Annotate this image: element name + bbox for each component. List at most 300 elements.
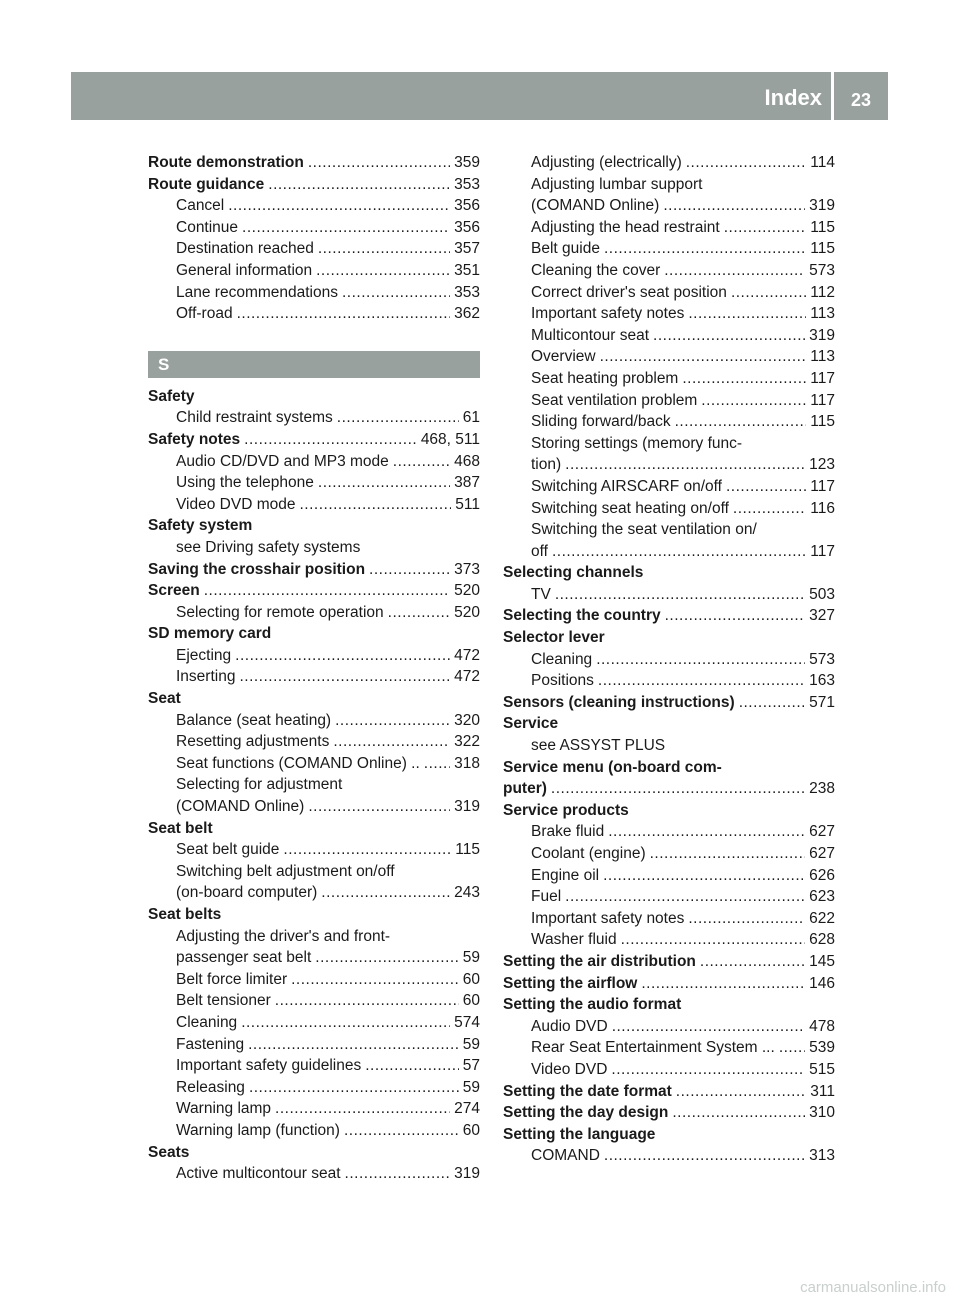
dot-leader: [551, 778, 805, 800]
index-entry: [148, 645, 480, 667]
index-entry: [503, 951, 835, 973]
index-entry: [503, 346, 835, 368]
index-entry-label: Setting the date format: [503, 1082, 672, 1100]
dot-leader: [228, 195, 450, 217]
index-entry-page: 356: [454, 197, 480, 215]
index-entry: [148, 195, 480, 217]
index-entry-label: Warning lamp (function): [176, 1121, 340, 1139]
dot-leader: [724, 217, 807, 239]
index-entry-page: 327: [809, 607, 835, 625]
dot-leader: [650, 843, 806, 865]
index-entry-label: Safety system: [148, 517, 253, 535]
index-entry: [148, 238, 480, 260]
dot-leader: [598, 670, 805, 692]
index-entry: [148, 1012, 480, 1034]
index-entry-page: 163: [809, 672, 835, 690]
index-entry-page: 146: [809, 974, 835, 992]
index-group-s: [148, 386, 480, 1185]
index-entry-label: Setting the air distribution: [503, 952, 696, 970]
index-entry: [148, 1098, 480, 1120]
dot-leader: [315, 947, 458, 969]
index-entry: [148, 796, 480, 818]
index-entry: [148, 753, 480, 775]
index-entry-label: Switching the seat ventilation on/: [531, 521, 757, 539]
index-entry-label: Switching seat heating on/off: [531, 499, 729, 517]
dot-leader: [779, 1037, 805, 1059]
index-entry-label: puter): [503, 780, 547, 798]
index-entry: [503, 454, 835, 476]
index-entry-page: 123: [809, 456, 835, 474]
index-entry-label: Selecting the country: [503, 607, 661, 625]
index-entry-label: Service products: [503, 801, 629, 819]
dot-leader: [239, 666, 450, 688]
dot-leader: [641, 973, 805, 995]
dot-leader: [242, 217, 450, 239]
index-entry: [503, 843, 835, 865]
index-entry-label: Cleaning: [531, 650, 593, 668]
index-entry-page: 115: [455, 841, 480, 859]
index-entry-page: 117: [810, 391, 835, 409]
dot-leader: [237, 303, 451, 325]
index-entry-page: 627: [809, 823, 835, 841]
index-entry: [148, 731, 480, 753]
dot-leader: [388, 602, 450, 624]
index-entry: [148, 407, 480, 429]
index-entry-label: Active multicontour seat: [176, 1165, 341, 1183]
dot-leader: [611, 1059, 805, 1081]
dot-leader: [682, 368, 806, 390]
index-entry-page: 116: [810, 499, 835, 517]
dot-leader: [318, 472, 450, 494]
section-letter-s: S: [148, 351, 480, 378]
page-title: Index: [764, 85, 822, 110]
index-entry-page: 373: [454, 560, 480, 578]
page-number: 23: [850, 90, 872, 110]
index-entry: [503, 282, 835, 304]
index-entry-label: Safety notes: [148, 430, 241, 448]
index-entry-page: 319: [454, 1165, 480, 1183]
index-entry: [503, 238, 835, 260]
index-entry-page: 59: [462, 949, 480, 967]
index-entry-label: off: [531, 542, 548, 560]
index-entry-page: 468, 511: [420, 430, 480, 448]
index-entry-label: Engine oil: [531, 866, 600, 884]
dot-leader: [672, 1102, 805, 1124]
dot-leader: [337, 407, 459, 429]
index-entry-label: Audio CD/DVD and MP3 mode: [176, 452, 389, 470]
index-entry: [148, 904, 480, 926]
index-entry-label: Setting the day design: [503, 1104, 669, 1122]
index-entry-label: (COMAND Online): [176, 798, 305, 816]
index-entry-page: 117: [810, 477, 835, 495]
index-entry-label: Selecting for remote operation: [176, 603, 384, 621]
index-entry-label: Important safety notes: [531, 305, 685, 323]
index-entry-page: 319: [809, 197, 835, 215]
index-entry: [148, 580, 480, 602]
dot-leader: [241, 1012, 450, 1034]
dot-leader: [653, 325, 805, 347]
index-entry: [148, 152, 480, 174]
index-entry: [503, 519, 835, 541]
index-entry: [503, 541, 835, 563]
index-entry-label: Seat belt: [148, 819, 213, 837]
index-entry-page: 112: [810, 283, 835, 301]
index-entry: [148, 1055, 480, 1077]
index-entry: [503, 757, 835, 779]
index-entry-label: Seat: [148, 690, 181, 708]
index-entry-label: Continue: [176, 218, 239, 236]
index-entry: [503, 778, 835, 800]
index-entry: [503, 692, 835, 714]
dot-leader: [701, 390, 806, 412]
index-entry-label: Fuel: [531, 888, 562, 906]
index-entry-page: 113: [810, 305, 835, 323]
index-entry: [503, 1102, 835, 1124]
index-entry: [503, 886, 835, 908]
index-entry-page: 145: [809, 952, 835, 970]
index-entry-label: Off-road: [176, 305, 233, 323]
index-entry-label: Fastening: [176, 1035, 245, 1053]
index-entry-page: 573: [809, 650, 835, 668]
index-entry-label: see ASSYST PLUS: [531, 737, 666, 755]
index-entry: [503, 929, 835, 951]
index-entry: [503, 260, 835, 282]
index-entry-page: 468: [454, 452, 480, 470]
dot-leader: [321, 882, 450, 904]
index-entry-label: Selecting channels: [503, 564, 644, 582]
dot-leader: [555, 584, 805, 606]
index-entry-label: (COMAND Online): [531, 197, 660, 215]
index-entry: [148, 1120, 480, 1142]
dot-leader: [318, 238, 450, 260]
index-entry: [503, 1124, 835, 1146]
index-entry: [148, 429, 480, 451]
dot-leader: [249, 1077, 459, 1099]
dot-leader: [291, 969, 459, 991]
index-entry-label: Brake fluid: [531, 823, 605, 841]
index-entry-page: 322: [454, 733, 480, 751]
index-entry: [503, 325, 835, 347]
dot-leader: [268, 174, 450, 196]
dot-leader: [726, 476, 806, 498]
dot-leader: [308, 796, 450, 818]
index-entry-label: Service menu (on-board com-: [503, 758, 722, 776]
index-entry: [503, 865, 835, 887]
index-entry: [503, 1145, 835, 1167]
index-entry-page: 574: [454, 1013, 480, 1031]
index-entry: [503, 994, 835, 1016]
dot-leader: [275, 1098, 450, 1120]
index-entry: [503, 973, 835, 995]
dot-leader: [299, 494, 451, 516]
index-entry-label: see Driving safety systems: [176, 538, 361, 556]
index-entry: [148, 774, 480, 796]
index-entry-label: Video DVD: [531, 1060, 608, 1078]
index-entry-label: Adjusting the driver's and front-: [176, 927, 391, 945]
index-entry-page: 60: [462, 1121, 480, 1139]
index-entry: [148, 602, 480, 624]
index-entry: [503, 217, 835, 239]
dot-leader: [664, 260, 805, 282]
dot-leader: [204, 580, 450, 602]
index-entry: [503, 627, 835, 649]
index-entry-label: Seat belts: [148, 906, 222, 923]
index-entry-page: 319: [454, 798, 480, 816]
index-entry-page: 357: [454, 240, 480, 258]
index-entry-label: Audio DVD: [531, 1017, 608, 1035]
dot-leader: [604, 238, 806, 260]
index-entry: [148, 839, 480, 861]
index-entry-page: 114: [810, 154, 835, 171]
index-entry: [503, 368, 835, 390]
index-entry: [148, 688, 480, 710]
dot-leader: [393, 451, 450, 473]
index-column-left: [148, 152, 480, 1185]
index-entry-label: Adjusting the head restraint: [531, 218, 720, 236]
index-entry-page: 387: [454, 474, 480, 492]
index-entry: [148, 1077, 480, 1099]
index-entry-label: Releasing: [176, 1078, 245, 1096]
index-entry-label: Setting the audio format: [503, 996, 682, 1014]
index-column-right: [503, 152, 835, 1167]
index-entry: [503, 1081, 835, 1103]
index-entry: [503, 670, 835, 692]
index-entry-page: 626: [809, 866, 835, 884]
index-entry: [503, 1037, 835, 1059]
index-entry-page: 57: [462, 1057, 480, 1075]
index-entry-label: Sensors (cleaning instructions): [503, 693, 735, 711]
index-entry-label: Important safety guidelines: [176, 1057, 362, 1075]
index-entry: [503, 195, 835, 217]
index-entry-label: Safety: [148, 387, 195, 405]
index-entry-label: Saving the crosshair position: [148, 560, 366, 578]
dot-leader: [688, 303, 806, 325]
dot-leader: [675, 411, 807, 433]
watermark: carmanualsonline.info: [800, 1279, 946, 1296]
index-entry: [148, 969, 480, 991]
index-entry-label: Resetting adjustments: [176, 733, 330, 751]
index-entry: [503, 303, 835, 325]
index-entry-label: Positions: [531, 672, 594, 690]
index-entry-page: 320: [454, 711, 480, 729]
index-entry-page: 117: [810, 369, 835, 387]
index-group-s-continued: [503, 152, 835, 1167]
index-entry-page: 472: [454, 668, 480, 686]
dot-leader: [665, 605, 806, 627]
index-entry: [148, 882, 480, 904]
index-entry-label: Seats: [148, 1143, 190, 1161]
index-entry-label: Route guidance: [148, 175, 265, 193]
index-entry-page: 61: [462, 409, 480, 427]
index-entry: [148, 260, 480, 282]
index-entry-label: Ejecting: [176, 646, 232, 664]
index-entry-label: Cleaning: [176, 1013, 238, 1031]
index-entry-page: 356: [454, 218, 480, 236]
index-entry-label: Belt guide: [531, 240, 600, 258]
index-entry-page: 353: [454, 175, 480, 193]
index-entry-page: 622: [809, 909, 835, 927]
index-entry-page: 117: [810, 542, 835, 560]
dot-leader: [731, 282, 806, 304]
index-entry-page: 311: [810, 1082, 835, 1100]
index-entry-label: Screen: [148, 582, 200, 600]
dot-leader: [612, 1016, 805, 1038]
index-entry-label: COMAND: [531, 1147, 600, 1165]
index-entry-label: tion): [531, 456, 562, 474]
index-entry: [148, 861, 480, 883]
index-entry-label: Multicontour seat: [531, 326, 650, 344]
dot-leader: [365, 1055, 459, 1077]
index-entry: [148, 710, 480, 732]
dot-leader: [733, 498, 806, 520]
dot-leader: [316, 260, 450, 282]
index-entry: [148, 623, 480, 645]
index-entry-label: Using the telephone: [176, 474, 314, 492]
dot-leader: [621, 929, 806, 951]
index-entry: [503, 649, 835, 671]
dot-leader: [688, 908, 805, 930]
index-entry-label: Warning lamp: [176, 1100, 272, 1118]
dot-leader: [244, 429, 417, 451]
index-entry: [148, 494, 480, 516]
index-entry: [148, 1163, 480, 1185]
index-entry-page: 359: [454, 154, 480, 171]
index-entry-page: 515: [809, 1060, 835, 1078]
dot-leader: [603, 865, 805, 887]
index-entry: [148, 217, 480, 239]
index-entry: [503, 800, 835, 822]
index-entry-label: TV: [531, 585, 551, 603]
index-entry-label: Destination reached: [176, 240, 314, 258]
index-entry: [503, 821, 835, 843]
dot-leader: [663, 195, 805, 217]
index-entry-page: 318: [454, 754, 480, 772]
index-entry: [503, 152, 835, 174]
dot-leader: [345, 1163, 451, 1185]
index-entry-label: Video DVD mode: [176, 495, 296, 513]
index-entry-page: 520: [454, 603, 480, 621]
index-entry-page: 511: [455, 495, 480, 513]
index-entry: [148, 174, 480, 196]
index-entry-label: Sliding forward/back: [531, 413, 671, 431]
index-entry-page: 313: [809, 1147, 835, 1165]
index-entry-label: Adjusting lumbar support: [531, 175, 703, 193]
index-entry: [148, 926, 480, 948]
index-entry: [503, 562, 835, 584]
dot-leader: [308, 152, 450, 174]
index-entry-page: 310: [809, 1104, 835, 1122]
dot-leader: [283, 839, 451, 861]
dot-leader: [565, 886, 805, 908]
index-entry-page: 113: [810, 348, 835, 366]
dot-leader: [275, 990, 459, 1012]
index-entry-label: Switching belt adjustment on/off: [176, 862, 395, 880]
index-entry-page: 115: [810, 413, 835, 431]
index-entry-label: Lane recommendations: [176, 283, 338, 301]
index-entry: [503, 498, 835, 520]
dot-leader: [552, 541, 806, 563]
index-entry-page: 503: [809, 585, 835, 603]
index-entry: [148, 472, 480, 494]
index-entry-page: 623: [809, 888, 835, 906]
index-entry: [148, 386, 480, 408]
index-entry-page: 571: [809, 693, 835, 711]
index-group-r: [148, 152, 480, 325]
index-entry-label: Cancel: [176, 197, 225, 215]
index-entry: [503, 605, 835, 627]
index-entry: [503, 584, 835, 606]
index-entry-label: Cleaning the cover: [531, 261, 661, 279]
index-entry-label: Seat heating problem: [531, 369, 679, 387]
index-entry-page: 362: [454, 305, 480, 323]
index-entry: [148, 1142, 480, 1164]
index-entry-label: Belt tensioner: [176, 992, 271, 1010]
index-entry: [503, 1059, 835, 1081]
index-entry-label: Storing settings (memory func-: [531, 434, 743, 452]
index-entry-label: Setting the language: [503, 1125, 656, 1143]
index-entry: [148, 303, 480, 325]
index-entry-page: 627: [809, 845, 835, 862]
dot-leader: [565, 454, 805, 476]
index-entry: [148, 451, 480, 473]
index-entry-page: 59: [462, 1035, 480, 1053]
dot-leader: [686, 152, 807, 174]
index-entry: [503, 735, 835, 757]
index-entry: [503, 476, 835, 498]
index-entry-label: Selecting for adjustment: [176, 776, 343, 794]
index-entry-page: 520: [454, 582, 480, 600]
index-entry-page: 628: [809, 931, 835, 949]
index-entry: [148, 559, 480, 581]
dot-leader: [335, 710, 450, 732]
index-entry-page: 238: [809, 780, 835, 798]
dot-leader: [676, 1081, 806, 1103]
index-entry: [148, 515, 480, 537]
index-entry: [503, 174, 835, 196]
index-entry: [148, 666, 480, 688]
index-entry-label: Rear Seat Entertainment System ...: [531, 1039, 775, 1057]
index-entry-page: 274: [454, 1100, 480, 1118]
index-entry-label: Setting the airflow: [503, 974, 638, 992]
index-entry-label: passenger seat belt: [176, 949, 312, 967]
dot-leader: [700, 951, 805, 973]
index-entry: [148, 1034, 480, 1056]
index-entry: [148, 537, 480, 559]
index-entry-label: Route demonstration: [148, 154, 304, 171]
index-entry-label: Switching AIRSCARF on/off: [531, 477, 722, 495]
dot-leader: [369, 559, 450, 581]
index-entry-label: Seat belt guide: [176, 841, 280, 859]
index-entry: [503, 411, 835, 433]
dot-leader: [248, 1034, 459, 1056]
index-entry: [148, 818, 480, 840]
index-entry-page: 539: [809, 1039, 835, 1057]
index-entry-label: (on-board computer): [176, 884, 318, 902]
dot-leader: [608, 821, 805, 843]
index-entry-label: Selector lever: [503, 629, 605, 647]
index-entry-page: 60: [462, 970, 480, 988]
index-entry: [503, 713, 835, 735]
index-entry-page: 59: [462, 1078, 480, 1096]
dot-leader: [604, 1145, 805, 1167]
index-entry: [148, 990, 480, 1012]
index-entry-page: 472: [454, 646, 480, 664]
dot-leader: [235, 645, 450, 667]
dot-leader: [344, 1120, 459, 1142]
index-entry-label: Correct driver's seat position: [531, 283, 727, 301]
index-entry: [148, 947, 480, 969]
index-entry-page: 115: [810, 240, 835, 258]
